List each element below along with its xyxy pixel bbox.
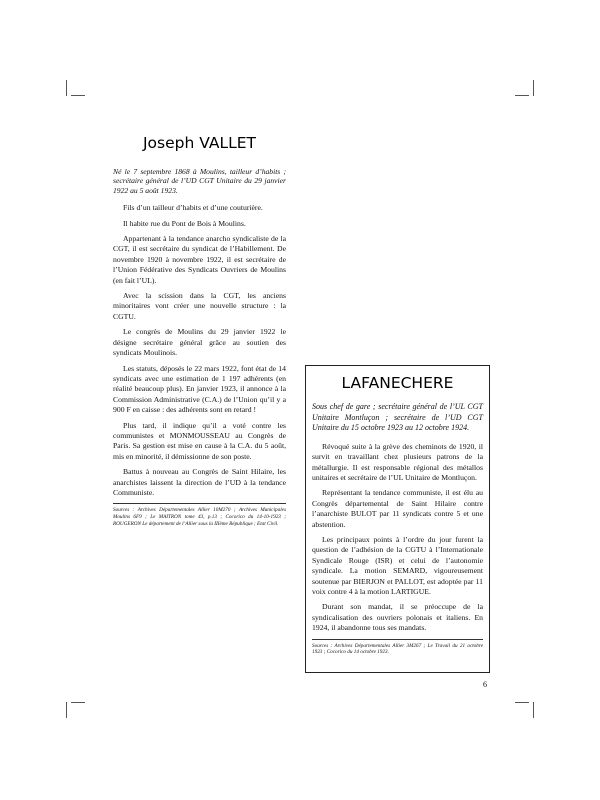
crop-mark	[66, 702, 67, 718]
article-sources: Sources : Archives Départementales Allier 10M270 ; Archives Municipales Moulins 6F9 ; Le MAITRON tome 43, p.13 ; Cocorico du 14-10-1923 ; ROUGERON Le département de l’Allier sous la IIIème République ; Etat Civil.	[113, 507, 286, 527]
sources-divider	[312, 639, 483, 640]
crop-mark	[533, 80, 534, 96]
article-body	[312, 442, 483, 634]
article-title: LAFANECHERE	[341, 374, 454, 392]
paragraph: Les principaux points à l’ordre du jour furent la question de l’adhésion de la CGTU à l’Internationale Syndicale Rouge (ISR) et celui de l’autonomie syndicale. La motion SEMARD, vigoureusement soutenue par BIERJON et PALLOT, est adoptée par 11 voix contre 4 à la motion LARTIGUE.	[312, 535, 483, 597]
crop-mark	[71, 702, 85, 703]
sources-divider	[113, 503, 286, 504]
article-intro: Né le 7 septembre 1868 à Moulins, tailleur d’habits ; secrétaire général de l’UD CGT Unitaire du 29 janvier 1922 au 5 août 1923.	[113, 167, 286, 195]
paragraph: Révoqué suite à la grève des cheminots de 1920, il survit en travaillant chez plusieurs patrons de la métallurgie. Il est responsable régional des métallos unitaires et secrétaire de l’UL Unitaire de Montluçon.	[312, 441, 483, 482]
paragraph: Fils d’un tailleur d’habits et d’une couturière.	[123, 203, 263, 213]
paragraph: Appartenant à la tendance anarcho syndicaliste de la CGT, il est secrétaire du syndicat de l’Habillement. De novembre 1920 à novembre 1922, il est secrétaire de l’Union Fédérative des Syndicats Ouvriers de Moulins (en fait l’UL).	[113, 234, 286, 285]
paragraph: Durant son mandat, il se préoccupe de la syndicalisation des ouvriers polonais et italiens. En 1924, il abandonne tous ses mandats.	[312, 602, 483, 633]
crop-mark	[66, 80, 67, 96]
paragraph: Battus à nouveau au Congrès de Saint Hilaire, les anarchistes laissent la direction de l’UD à la tendance Communiste.	[113, 467, 286, 497]
paragraph: Avec la scission dans la CGT, les anciens minoritaires vont créer une nouvelle structure : la CGTU.	[113, 291, 286, 321]
paragraph: Représentant la tendance communiste, il est élu au Congrès départemental de Saint Hilaire contre l’anarchiste BULOT par 11 syndicats contre 5 et une abstention.	[312, 488, 483, 529]
paragraph: Il habite rue du Pont de Bois à Moulins.	[123, 218, 246, 228]
crop-mark	[71, 95, 85, 96]
paragraph: Le congrès de Moulins du 29 janvier 1922 le désigne secrétaire général grâce au soutien des syndicats Moulinois.	[113, 327, 286, 358]
article-sources: Sources : Archives Départementales Allier 3M267 ; Le Travail du 21 octobre 1923 ; Cocorico du 14 octobre 1923.	[312, 642, 483, 656]
paragraph: Les statuts, déposés le 22 mars 1922, font état de 14 syndicats avec une estimation de 1 197 adhérents (en réalité beaucoup plus). En janvier 1923, il annonce à la Commission Administrative (C.A.) de l’Union qu’il y a 900 F en caisse : des adhérents sont en retard !	[113, 363, 286, 415]
paragraph: Plus tard, il indique qu’il a voté contre les communistes et MONMOUSSEAU au Congrès de Paris. Sa gestion est mise en cause à la C.A. du 5 août, mis en minorité, il démissionne de son poste.	[113, 420, 286, 461]
crop-mark	[515, 702, 529, 703]
crop-mark	[515, 95, 529, 96]
article-intro: Sous chef de gare ; secrétaire général de l’UL CGT Unitaire Montluçon ; secrétaire de l’UD CGT Unitaire du 15 octobre 1923 au 12 octobre 1924.	[312, 402, 483, 433]
article-vallet	[113, 134, 286, 527]
article-box-lafanechere	[305, 365, 490, 673]
article-body	[113, 203, 286, 498]
article-lafanechere	[312, 372, 483, 656]
page-number: 6	[483, 680, 487, 689]
article-title: Joseph VALLET	[142, 134, 256, 152]
crop-mark	[533, 702, 534, 718]
